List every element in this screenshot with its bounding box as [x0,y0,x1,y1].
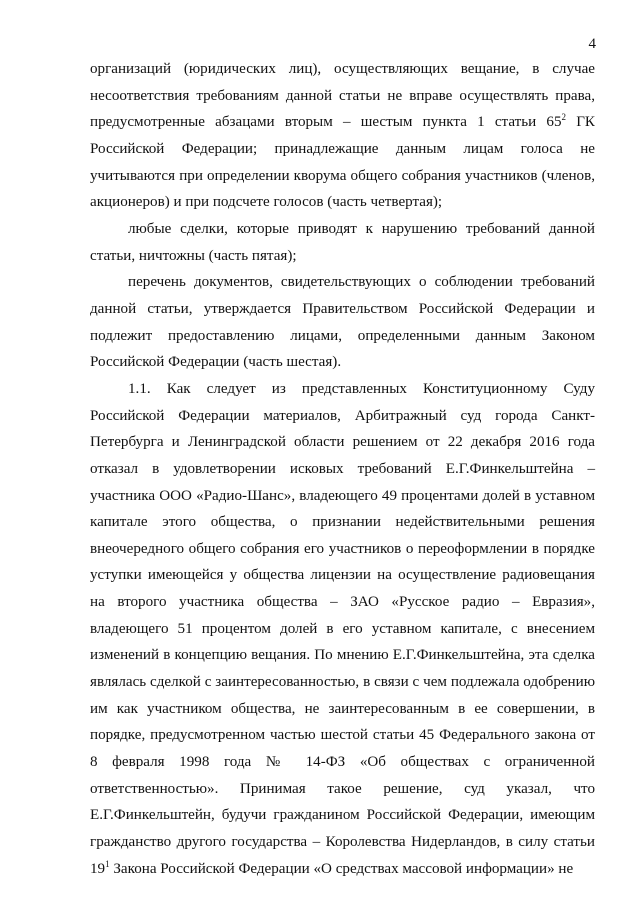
text-run: ГК Российской Федерации; принадлежащие данным лицам голоса не учитываются при определении кворума общего собрания участников (членов, акционеров) и при подсчете голосов (часть четвертая); [90,114,595,211]
paragraph [90,216,595,269]
text-run: 1.1. Как следует из представленных Конституционному Суду Российской Федерации материалов, Арбитражный суд города Санкт-Петербурга и Ленинградской области решением от 22 декабря 2016 года отказал в удовлетворении исковых требований Е.Г.Финкельштейна – участника ООО «Радио-Шанс», владеющего 49 процентами долей в уставном капитале этого общества, о признании недействительными решения внеочередного общего собрания его участников о переоформлении в порядке уступки имеющейся у общества лицензии на осуществление радиовещания на второго участника общества – ЗАО «Русское радио – Евразия», владеющего 51 процентом долей в его уставном капитале, с внесением изменений в концепцию вещания. По мнению Е.Г.Финкельштейна, эта сделка являлась сделкой с заинтересованностью, в связи с чем подлежала одобрению им как участником общества, не заинтересованным в ее совершении, в порядке, предусмотренном частью шестой статьи 45 Федерального закона от 8 февраля 1998 года № 14-ФЗ «Об обществах с ограниченной ответственностью». Принимая такое решение, суд указал, что Е.Г.Финкельштейн, будучи гражданином Российской Федерации, имеющим гражданство другого государства – Королевства Нидерландов, в силу статьи 19 [90,380,595,877]
text-run: Закона Российской Федерации «О средствах массовой информации» не [109,860,574,877]
paragraph [90,269,595,376]
body-text [90,56,595,882]
superscript: 1 [105,858,110,869]
text-run: любые сделки, которые приводят к нарушению требований данной статьи, ничтожны (часть пятая); [90,220,595,264]
superscript: 2 [561,112,566,123]
paragraph-continuation [90,56,595,216]
paragraph [90,376,595,882]
text-run: организаций (юридических лиц), осуществляющих вещание, в случае несоответствия требованиям данной статьи не вправе осуществлять права, предусмотренные абзацами вторым – шестым пункта 1 статьи 65 [90,61,595,131]
text-run: перечень документов, свидетельствующих о соблюдении требований данной статьи, утверждается Правительством Российской Федерации и подлежит предоставлению лицами, определенными данным Законом Российской Федерации (часть шестая). [90,274,595,371]
page-number: 4 [588,36,596,52]
